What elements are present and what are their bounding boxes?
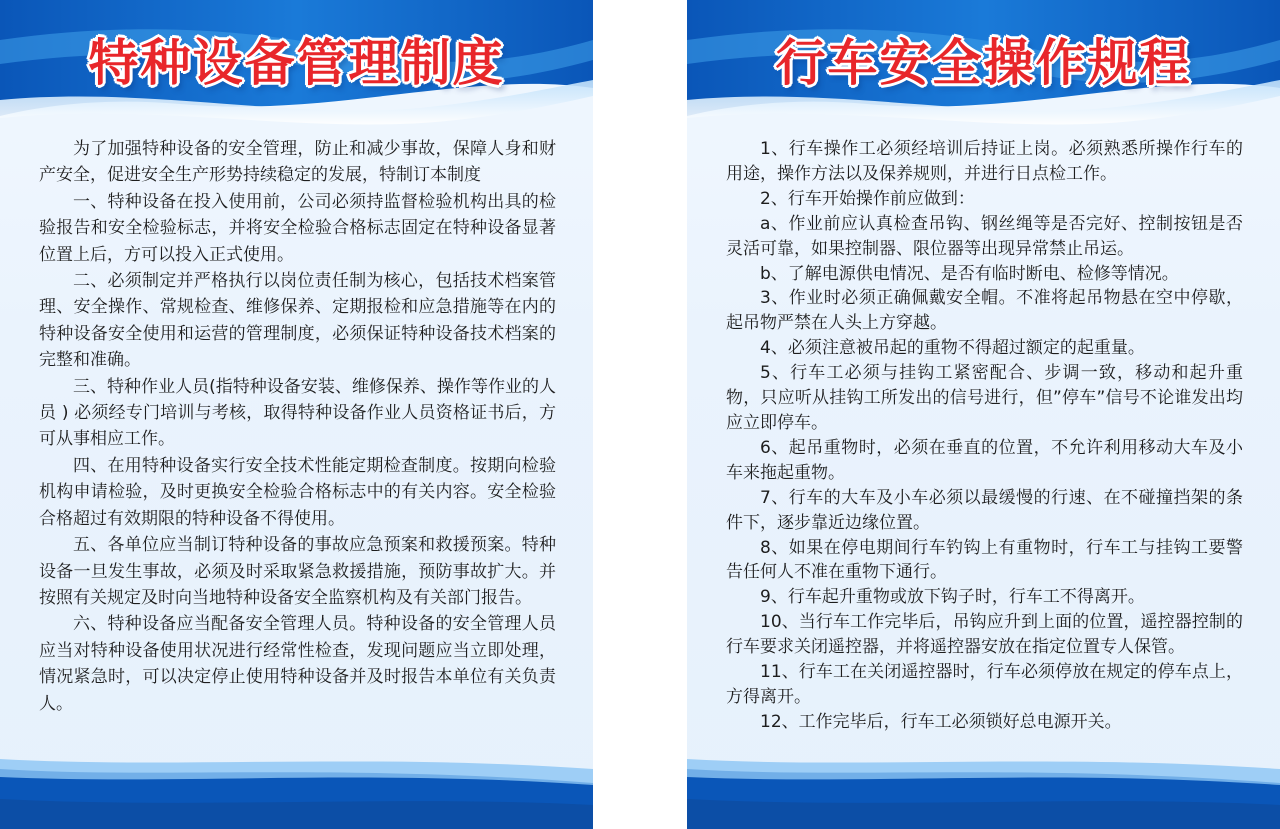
paragraph-item: 12、工作完毕后，行车工必须锁好总电源开关。 xyxy=(760,711,1122,732)
paragraph-item: 3、作业时必须正确佩戴安全帽。不准将起吊物悬在空中停歇，起吊物严禁在人头上方穿越。 xyxy=(726,288,1243,334)
footer-wave-decoration xyxy=(0,739,593,829)
paragraph-item: 5、行车工必须与挂钩工紧密配合、步调一致，移动和起升重物，只应听从挂钩工所发出的信号进行，但”停车”信号不论谁发出均应立即停车。 xyxy=(726,363,1243,433)
regulation-text xyxy=(39,136,556,717)
footer-wave-decoration xyxy=(687,739,1280,829)
paragraph-item: 8、如果在停电期间行车钓钩上有重物时，行车工与挂钩工要警告任何人不准在重物下通行。 xyxy=(726,537,1243,583)
paragraph-item: 三、特种作业人员(指特种设备安装、维修保养、操作等作业的人员 ) 必须经专门培训与考核，取得特种设备作业人员资格证书后，方可从事相应工作。 xyxy=(39,376,556,450)
paragraph-item: 二、必须制定并严格执行以岗位责任制为核心，包括技术档案管理、安全操作、常规检查、维修保养、定期报检和应急措施等在内的特种设备安全使用和运营的管理制度，必须保证特种设备技术档案的完整和准确。 xyxy=(39,271,556,371)
poster-crane-safety xyxy=(687,0,1280,829)
paragraph-item: 六、特种设备应当配备安全管理人员。特种设备的安全管理人员应当对特种设备使用状况进行经常性检查，发现问题应当立即处理，情况紧急时，可以决定停止使用特种设备并及时报告本单位有关负责人。 xyxy=(39,614,556,714)
paragraph-item: b、了解电源供电情况、是否有临时断电、检修等情况。 xyxy=(760,263,1179,284)
paragraph-item: 7、行车的大车及小车必须以最缓慢的行速、在不碰撞挡架的条件下，逐步靠近边缘位置。 xyxy=(726,487,1243,533)
paragraph-item: 4、必须注意被吊起的重物不得超过额定的起重量。 xyxy=(760,338,1145,359)
paragraph-intro: 为了加强特种设备的安全管理，防止和减少事故，保障人身和财产安全，促进安全生产形势持续稳定的发展，特制订本制度 xyxy=(39,139,556,186)
poster-title: 特种设备管理制度 xyxy=(88,34,505,92)
poster-special-equipment xyxy=(0,0,593,829)
paragraph-item: a、作业前应认真检查吊钩、钢丝绳等是否完好、控制按钮是否灵活可靠，如果控制器、限位器等出现异常禁止吊运。 xyxy=(726,213,1243,259)
paragraph-item: 四、在用特种设备实行安全技术性能定期检查制度。按期向检验机构申请检验，及时更换安全检验合格标志中的有关内容。安全检验合格超过有效期限的特种设备不得使用。 xyxy=(39,455,556,529)
procedure-text xyxy=(726,137,1243,735)
paragraph-item: 五、各单位应当制订特种设备的事故应急预案和救援预案。特种设备一旦发生事故，必须及时采取紧急救援措施，预防事故扩大。并按照有关规定及时向当地特种设备安全监察机构及有关部门报告。 xyxy=(39,535,556,608)
paragraph-item: 9、行车起升重物或放下钩子时，行车工不得离开。 xyxy=(760,587,1145,608)
paragraph-item: 1、行车操作工必须经培训后持证上岗。必须熟悉所操作行车的用途，操作方法以及保养规则，并进行日点检工作。 xyxy=(726,139,1243,184)
paragraph-item: 10、当行车工作完毕后，吊钩应升到上面的位置，遥控器控制的行车要求关闭遥控器，并将遥控器安放在指定位置专人保管。 xyxy=(726,612,1243,658)
paragraph-item: 一、特种设备在投入使用前，公司必须持监督检验机构出具的检验报告和安全检验标志，并将安全检验合格标志固定在特种设备显著位置上后，方可以投入正式使用。 xyxy=(39,191,556,265)
paragraph-item: 2、行车开始操作前应做到： xyxy=(760,188,975,209)
poster-title: 行车安全操作规程 xyxy=(775,34,1192,92)
paragraph-item: 11、行车工在关闭遥控器时，行车必须停放在规定的停车点上，方得离开。 xyxy=(726,662,1243,707)
paragraph-item: 6、起吊重物时，必须在垂直的位置，不允许利用移动大车及小车来拖起重物。 xyxy=(726,437,1243,483)
